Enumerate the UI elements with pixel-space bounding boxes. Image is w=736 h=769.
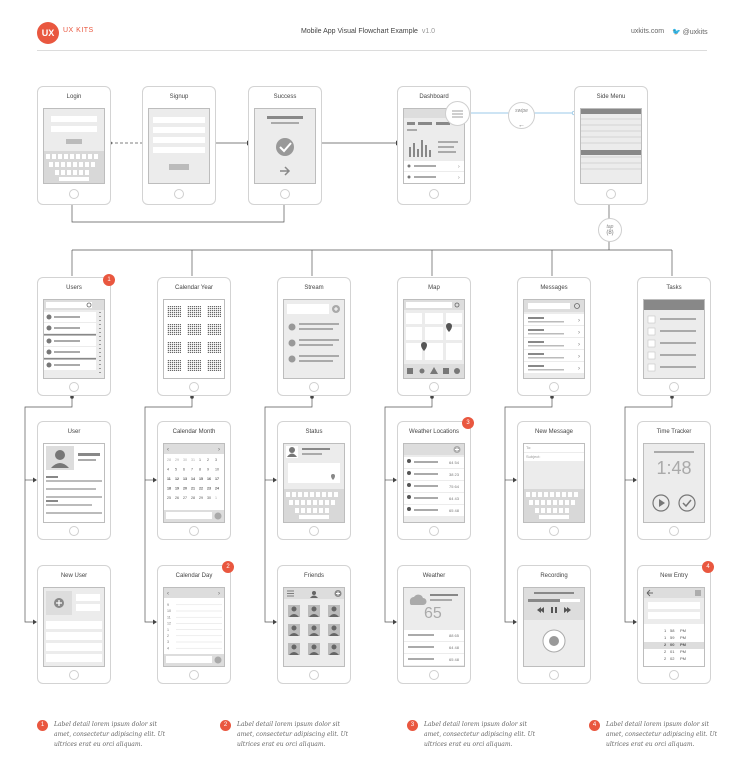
- home-button[interactable]: [549, 670, 559, 680]
- arrow-left-icon: ←: [518, 122, 525, 129]
- home-button[interactable]: [69, 526, 79, 536]
- picker-hour: 1: [664, 628, 667, 633]
- screen-title: New Entry: [660, 573, 688, 579]
- picker-hour: 1: [664, 635, 667, 640]
- phone-weather[interactable]: [397, 565, 471, 684]
- picker-minute: 00: [670, 642, 675, 647]
- screen-login: [43, 108, 105, 184]
- phone-new-user[interactable]: [37, 565, 111, 684]
- screen-title: Calendar Year: [174, 285, 214, 291]
- screen-weather-locations: [403, 443, 465, 523]
- calendar-day-number: 7: [191, 467, 193, 472]
- hour-label: 1: [167, 627, 169, 632]
- svg-text:›: ›: [578, 354, 580, 360]
- screen-title: Calendar Month: [172, 429, 216, 435]
- screen-title: Friends: [303, 573, 324, 579]
- calendar-day-number: 13: [183, 477, 187, 481]
- location-temps: 75 64: [449, 484, 460, 489]
- footnote-badge: 2: [220, 720, 231, 731]
- screen-side-menu: [580, 108, 642, 184]
- calendar-day-number: 8: [199, 467, 201, 472]
- phone-signup[interactable]: [142, 86, 216, 205]
- svg-text:›: ›: [578, 318, 580, 324]
- phone-new-message[interactable]: [517, 421, 591, 540]
- screen-title: Tasks: [666, 285, 682, 291]
- screen-title: Calendar Day: [175, 573, 213, 579]
- twitter-handle: @uxkits: [682, 29, 708, 36]
- phone-status[interactable]: [277, 421, 351, 540]
- picker-period: PM: [680, 642, 686, 647]
- new-entry-form: [644, 588, 704, 666]
- calendar-day-number: 10: [215, 467, 219, 472]
- to-field-label: To:: [526, 445, 532, 450]
- screen-users: [43, 299, 105, 379]
- calendar-day-number: 23: [207, 486, 211, 491]
- screen-time-tracker: [643, 443, 705, 523]
- phone-calendar-month[interactable]: [157, 421, 231, 540]
- calendar-day-timeline: [164, 588, 224, 666]
- logo[interactable]: UX: [37, 22, 59, 44]
- screen-calendar-year: [163, 299, 225, 379]
- tap-text: tap: [606, 224, 614, 230]
- current-temperature: 65: [424, 605, 442, 622]
- screen-tasks: [643, 299, 705, 379]
- tap-count: (8): [606, 230, 614, 236]
- footnote-badge: 4: [589, 720, 600, 731]
- phone-calendar-year[interactable]: [157, 277, 231, 396]
- calendar-day-number: 12: [175, 477, 179, 481]
- screen-calendar-month: [163, 443, 225, 523]
- home-button[interactable]: [280, 189, 290, 199]
- site-link[interactable]: uxkits.com: [631, 28, 665, 35]
- calendar-day-number: 29: [175, 458, 179, 462]
- twitter-bird-icon: 🐦: [672, 29, 681, 36]
- screen-map: [403, 299, 465, 379]
- phone-map[interactable]: [397, 277, 471, 396]
- home-button[interactable]: [69, 189, 79, 199]
- picker-hour: 2: [664, 649, 667, 654]
- home-button[interactable]: [429, 670, 439, 680]
- calendar-day-number: 31: [191, 458, 195, 462]
- home-button[interactable]: [189, 526, 199, 536]
- picker-minute: 01: [670, 649, 675, 654]
- picker-period: PM: [680, 656, 686, 661]
- phone-users[interactable]: [37, 277, 111, 396]
- screen-title: Weather Locations: [409, 429, 459, 435]
- calendar-day-number: 4: [167, 467, 169, 472]
- swipe-text: swipe: [515, 108, 528, 114]
- screen-title: New User: [60, 573, 88, 579]
- home-button[interactable]: [69, 670, 79, 680]
- home-button[interactable]: [429, 526, 439, 536]
- calendar-day-number: 17: [215, 477, 219, 481]
- screen-stream: [283, 299, 345, 379]
- screen-title: Recording: [540, 573, 568, 579]
- home-button[interactable]: [549, 382, 559, 392]
- screen-calendar-day: [163, 587, 225, 667]
- hour-label: 9: [167, 603, 169, 607]
- calendar-day-number: 19: [175, 486, 179, 491]
- location-temps: 64 54: [449, 460, 460, 465]
- swipe-gesture-target[interactable]: [445, 101, 470, 126]
- elapsed-time: 1:48: [656, 458, 692, 478]
- phone-side-menu[interactable]: [574, 86, 648, 205]
- phone-friends[interactable]: [277, 565, 351, 684]
- calendar-day-number: 9: [207, 467, 209, 472]
- picker-period: PM: [680, 635, 686, 640]
- svg-text:›: ›: [218, 447, 220, 453]
- screen-title: Time Tracker: [656, 429, 692, 435]
- calendar-day-number: 1: [199, 458, 201, 462]
- screen-signup: [148, 108, 210, 184]
- calendar-day-number: 11: [167, 477, 171, 481]
- forecast-temps: 88 65: [449, 633, 460, 638]
- phone-login[interactable]: [37, 86, 111, 205]
- home-button[interactable]: [309, 526, 319, 536]
- footnote-text: Label detail lorem ipsum dolor sit amet, consectetur adipiscing elit. Ut ultrices erat eu orci aliquam.: [54, 721, 166, 748]
- location-temps: 64 43: [449, 496, 460, 501]
- picker-minute: 58: [670, 628, 675, 633]
- home-button[interactable]: [309, 382, 319, 392]
- screen-title: Stream: [304, 285, 324, 291]
- calendar-day-number: 28: [191, 496, 195, 500]
- phone-recording[interactable]: [517, 565, 591, 684]
- svg-text:›: ›: [458, 175, 460, 181]
- hour-label: 10: [167, 609, 171, 614]
- tap-gesture-label: [598, 218, 622, 242]
- svg-text:›: ›: [578, 342, 580, 348]
- screen-title: Signup: [169, 94, 189, 100]
- location-temps: 65 48: [449, 508, 460, 513]
- home-button[interactable]: [429, 189, 439, 199]
- picker-minute: 59: [670, 635, 675, 640]
- home-button[interactable]: [669, 382, 679, 392]
- calendar-day-number: 30: [183, 458, 187, 462]
- calendar-day-number: 24: [215, 486, 219, 491]
- svg-text:‹: ‹: [167, 591, 169, 597]
- svg-text:›: ›: [458, 164, 460, 170]
- footnote-badge: 3: [407, 720, 418, 731]
- phone-new-entry[interactable]: [637, 565, 711, 684]
- phone-weather-locations[interactable]: [397, 421, 471, 540]
- calendar-day-number: 5: [175, 467, 177, 472]
- picker-period: PM: [680, 628, 686, 633]
- brand-name: UX KITS: [63, 27, 94, 34]
- phone-user[interactable]: [37, 421, 111, 540]
- home-button[interactable]: [669, 670, 679, 680]
- screen-title: Users: [66, 285, 82, 291]
- screen-recording: [523, 587, 585, 667]
- version-label: v1.0: [421, 28, 436, 35]
- hour-label: 2: [167, 634, 169, 638]
- calendar-day-number: 21: [191, 486, 195, 491]
- screen-new-entry: [643, 587, 705, 667]
- svg-text:›: ›: [218, 591, 220, 597]
- calendar-day-number: 2: [207, 458, 209, 462]
- screen-title: Side Menu: [596, 94, 626, 100]
- calendar-day-number: 6: [183, 467, 185, 472]
- forecast-temps: 65 48: [449, 657, 460, 662]
- screen-user: [43, 443, 105, 523]
- screen-weather: [403, 587, 465, 667]
- home-button[interactable]: [69, 382, 79, 392]
- phone-time-tracker[interactable]: [637, 421, 711, 540]
- screen-messages: [523, 299, 585, 379]
- calendar-day-number: 3: [215, 458, 217, 462]
- hour-label: 4: [167, 646, 169, 651]
- screen-title: Messages: [540, 285, 568, 291]
- annotation-badge: 4: [702, 561, 714, 573]
- annotation-badge: 1: [103, 274, 115, 286]
- hour-label: 12: [167, 621, 171, 626]
- subject-field-label: Subject:: [526, 454, 541, 459]
- calendar-day-number: 20: [183, 486, 187, 491]
- screen-new-message: [523, 443, 585, 523]
- location-temps: 38 23: [449, 472, 460, 477]
- home-button[interactable]: [174, 189, 184, 199]
- screen-title: User: [67, 429, 81, 435]
- home-button[interactable]: [429, 382, 439, 392]
- title-text: Mobile App Visual Flowchart Example: [300, 28, 418, 35]
- screen-title: Dashboard: [419, 94, 449, 100]
- svg-text:›: ›: [578, 366, 580, 372]
- screen-status: [283, 443, 345, 523]
- footnote-text: Label detail lorem ipsum dolor sit amet, consectetur adipiscing elit. Ut ultrices erat eu orci aliquam.: [424, 721, 536, 748]
- home-button[interactable]: [189, 670, 199, 680]
- home-button[interactable]: [309, 670, 319, 680]
- calendar-day-number: 25: [167, 496, 171, 500]
- swipe-gesture-label: [508, 102, 535, 129]
- calendar-day-number: 18: [167, 486, 171, 491]
- forecast-temps: 64 48: [449, 645, 460, 650]
- calendar-day-number: 16: [207, 477, 211, 481]
- picker-hour: 2: [664, 656, 667, 661]
- phone-success[interactable]: [248, 86, 322, 205]
- calendar-day-number: 14: [191, 477, 195, 481]
- screen-friends: [283, 587, 345, 667]
- annotation-badge: 3: [462, 417, 474, 429]
- hour-label: 3: [167, 640, 169, 645]
- hour-label: 11: [167, 615, 171, 620]
- svg-text:›: ›: [578, 330, 580, 336]
- phone-calendar-day[interactable]: [157, 565, 231, 684]
- svg-text:‹: ‹: [167, 447, 169, 453]
- calendar-day-number: 30: [207, 496, 211, 500]
- phone-messages[interactable]: [517, 277, 591, 396]
- footnote-badge: 1: [37, 720, 48, 731]
- screen-title: Success: [273, 94, 297, 100]
- home-button[interactable]: [669, 526, 679, 536]
- weather-locations-list: [404, 444, 464, 522]
- home-button[interactable]: [606, 189, 616, 199]
- picker-period: PM: [680, 649, 686, 654]
- annotation-badge: 2: [222, 561, 234, 573]
- screen-title: New Message: [534, 429, 573, 435]
- picker-hour: 2: [664, 642, 667, 647]
- calendar-day-number: 28: [167, 458, 171, 462]
- calendar-day-number: 22: [199, 486, 203, 491]
- footnote-text: Label detail lorem ipsum dolor sit amet, consectetur adipiscing elit. Ut ultrices erat eu orci aliquam.: [606, 721, 718, 748]
- phone-tasks[interactable]: [637, 277, 711, 396]
- calendar-day-number: 15: [199, 477, 203, 481]
- weather-forecast: [404, 588, 464, 666]
- screen-title: Weather: [422, 573, 446, 579]
- home-button[interactable]: [189, 382, 199, 392]
- screen-new-user: [43, 587, 105, 667]
- phone-stream[interactable]: [277, 277, 351, 396]
- calendar-day-number: 27: [183, 496, 187, 500]
- home-button[interactable]: [549, 526, 559, 536]
- picker-minute: 02: [670, 656, 675, 661]
- footnote-text: Label detail lorem ipsum dolor sit amet, consectetur adipiscing elit. Ut ultrices erat eu orci aliquam.: [237, 721, 349, 748]
- calendar-day-number: 1: [215, 496, 217, 500]
- screen-title: Login: [66, 94, 82, 100]
- calendar-day-number: 26: [175, 496, 179, 500]
- calendar-day-number: 29: [199, 496, 203, 500]
- screen-title: Map: [428, 285, 440, 291]
- screen-title: Status: [305, 429, 323, 435]
- screen-success: [254, 108, 316, 184]
- calendar-month-grid: [164, 444, 224, 522]
